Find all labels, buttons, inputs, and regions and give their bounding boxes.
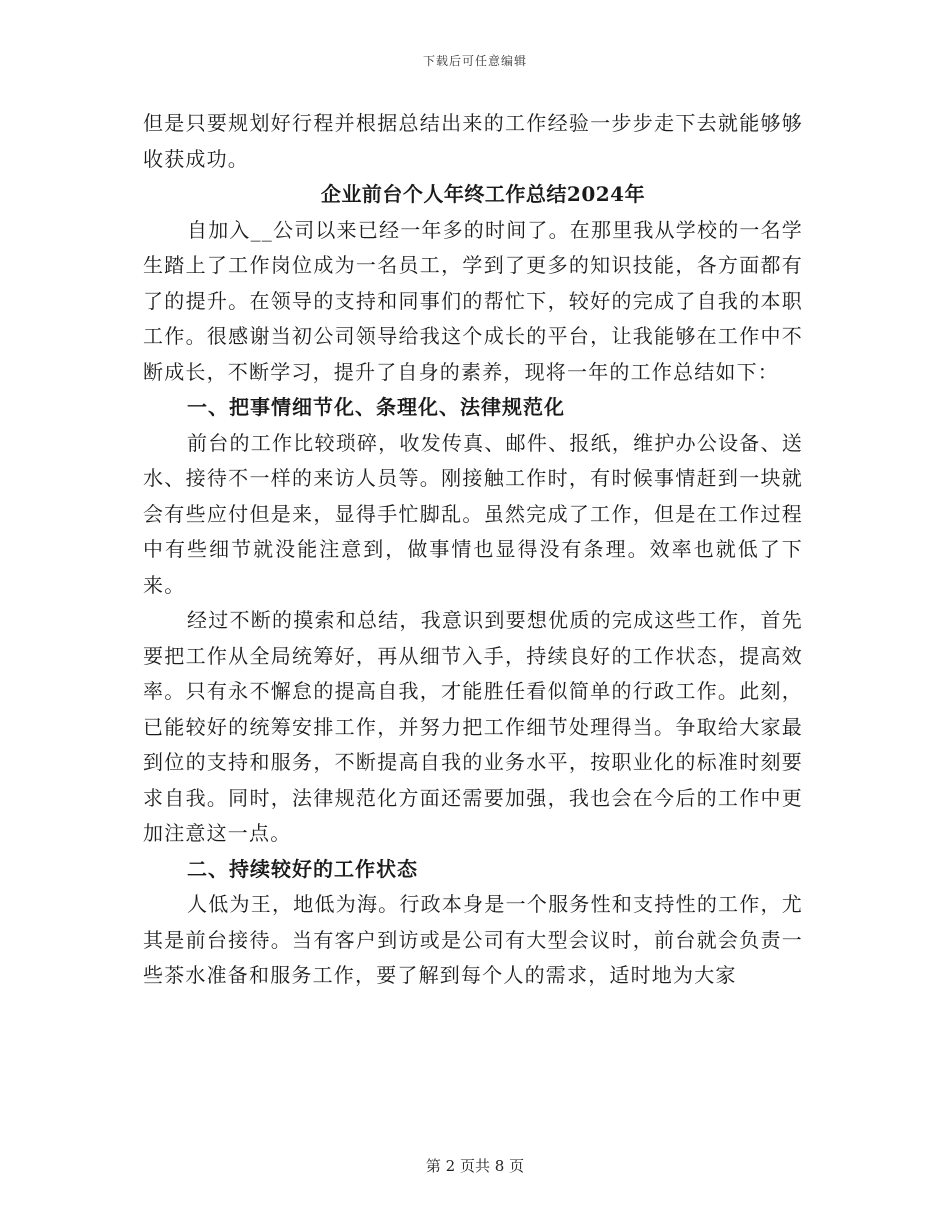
paragraph-intro: 自加入__公司以来已经一年多的时间了。在那里我从学校的一名学生踏上了工作岗位成为一名员工，学到了更多的知识技能，各方面都有了的提升。在领导的支持和同事们的帮忙下，较好的完成了自我的本职工作。很感谢当初公司领导给我这个成长的平台，让我能够在工作中不断成长，不断学习，提升了自身的素养，现将一年的工作总结如下： [143,217,803,384]
intro-continuation: 但是只要规划好行程并根据总结出来的工作经验一步步走下去就能够够收获成功。 [143,111,803,171]
page-footer: 第 2 页共 8 页 [425,1157,525,1175]
page-header: 下载后可任意编辑 [422,54,527,68]
section-1-heading: 一、把事情细节化、条理化、法律规范化 [187,395,565,419]
section-1-paragraph-1: 前台的工作比较琐碎，收发传真、邮件、报纸，维护办公设备、送水、接待不一样的来访人员等。刚接触工作时，有时候事情赶到一块就会有些应付但是来，显得手忙脚乱。虽然完成了工作，但是在工作过程中有些细节就没能注意到，做事情也显得没有条理。效率也就低了下来。 [143,430,803,597]
section-2-paragraph-1: 人低为王，地低为海。行政本身是一个服务性和支持性的工作，尤其是前台接待。当有客户到访或是公司有大型会议时，前台就会负责一些茶水准备和服务工作，要了解到每个人的需求，适时地为大家 [143,892,803,987]
section-2-heading: 二、持续较好的工作状态 [187,856,418,881]
section-1-paragraph-2: 经过不断的摸索和总结，我意识到要想优质的完成这些工作，首先要把工作从全局统筹好，再从细节入手，持续良好的工作状态，提高效率。只有永不懈怠的提高自我，才能胜任看似简单的行政工作。此刻，已能较好的统筹安排工作，并努力把工作细节处理得当。争取给大家最到位的支持和服务，不断提高自我的业务水平，按职业化的标准时刻要求自我。同时，法律规范化方面还需要加强，我也会在今后的工作中更加注意这一点。 [143,608,803,845]
document-body [143,106,803,994]
document-title: 企业前台个人年终工作总结2024年 [320,182,646,206]
